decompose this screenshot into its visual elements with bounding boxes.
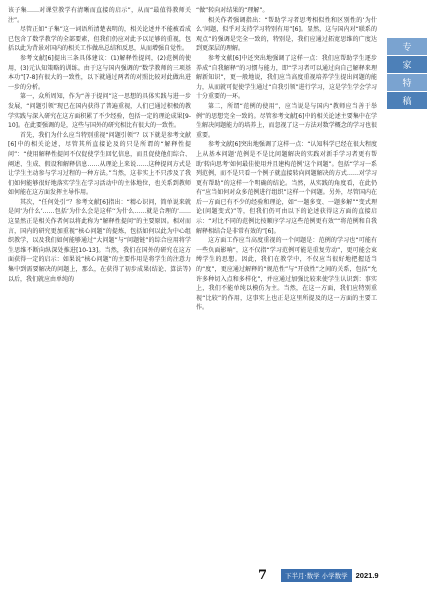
paragraph: 相关作者强调指出：“帮助学习者思考相似性和区别性的‘为什么’问题，似乎对支持学习特别有用”[6]。显然，这与国内对“联系的观点”的强调是完全一致的，特别是，我们应通过拓宽思维的广度达到更深层的理解。 [196,16,377,53]
issue-date: 2021.9 [355,570,379,580]
paragraph: 该子集……对课堂教学有清晰而直接的启示”，从而“最值得教师关注”。 [8,7,191,24]
section-tab: 稿 [387,92,427,109]
journal-brand: 下半月·数学 小学数学 [281,569,352,582]
paragraph: 参考文献[6]突出地强调了这样一点：“认知科学已经在很大程度上从基本问题‘范例是不是比问题解决的实践对新手学习者更有帮助’转向思考‘如何最佳使用并且建构范例’这个问题”。包括“学习一系列范例，而不是只看一个例子就直接转向问题解决的方式……对学习更有帮助”的这样一个明确的结论。当然，从实践的角度看，在此仍有“应当如何对众多范例进行组织”这样一个问题。另外，尽管国内在后一方面已有不少的经验和理论，如“一题多变、一题多解”“变式理论(问题变式)”等，但我们仍可由以下的论述获得这方面的直接启示：“对比不同的范例比按顺序学习这些范例更有效”“将范例和自我解释相结合是非常有效的”[6]。 [196,141,377,235]
paragraph: 这方面工作应当高度重视的一个问题是：范例的学习也“可能有一些负面影响”，这不仅指“学习范例可能是重复劳动”，更可能会束缚学生的思想。因此，我们在教学中，不仅应当很好地把握适当的“度”，更应通过解释的“规范性”与“开放性”之间的关系，包括“允许多种切入点和多样化”，并应通过加强比较来使学生认识到：事实上，我们不能单纯以模仿为主。当然，在这一方面，我们应特别重视“比较”的作用，这事实上也正是这里所提及的这一方面的主要工作。 [196,237,377,312]
paragraph: 参考文献[6]中还突出地强调了这样一点：我们应帮助学生逐步养成“自我解释”的习惯与能力，即“学习者可以通过向自己解释来理解新知识”，更一般地说，我们应当高度重视培养学生提出问题的能力，从而就可促使学生通过“自我引领”进行学习，这是学生学会学习十分重要的一环。 [196,54,377,101]
paragraph: 第一，众所周知，作为“善于提问”这一思想的具体实践与进一步发展，“问题引领”现已在国内获得了普遍重视，人们已通过积极的教学实践与深入研究在这方面积累了不少经验，包括一定的理论成果[9-10]。在此要强调的是，这些与国外的研究相比有很大的一致性。 [8,93,191,130]
section-tab: 特 [387,74,427,91]
paragraph: 尽管正如“子集”这一词语所清楚表明的，相关论述并不能被看成已包含了数学教学的全部要素，但我们仍应对此予以足够的重视，包括以此为背景对国内的相关工作做出总结和反思，从而增强自觉性。 [8,26,191,53]
paragraph: 第二，所谓“范例的使用”，应当说是与国内“教师应当善于举例”的思想完全一致的。尽管参考文献[6]中的相关论述主要集中在学生解决问题能力的培养上，而忽视了这一方法对数学概念的学习也很重要。 [196,102,377,139]
paragraph: 参考文献[6]提出三条具体建议：(1)解释性提问，(2)范例的使用，(3)元认知策略的训练。由于这与国内强调的“数学教师的三项基本功”[7-8]有很大的一致性，以下就通过两者的对照比较对此做出进一步的分析。 [8,54,191,91]
page-number: 7 [258,568,268,583]
section-tabs [387,38,427,110]
section-tab: 专 [387,38,427,55]
right-column [196,6,377,313]
left-column [8,6,191,284]
section-tab: 家 [387,56,427,73]
paragraph: “做”转向对结果的“理解”。 [196,7,269,14]
paragraph: 其次，“任何处引”？参考文献[6]指出：“精心识问，简单说来就是问‘为什么’……包括‘为什么会是这样’‘为什么……就是合理的’……这显然正是相关作者何以将此称为“解释性提问”的主要原因。相对而言，国内的研究更加重视“核心问题”的提炼，包括如何以此为中心组织教学，以及我们如何能够通过“大问题”与“问题链”的综合应用将学生思维不断向纵深处推进[10-13]。当然，我们在国外的研究在这方面获得一定的启示：如果说“核心问题”的主要作用是将学生的注意力集中到需要解决的问题上，那么，在获得了初步成果(结论、算法等)以后，我们就应由单纯的 [8,198,191,283]
journal-footer [281,568,379,582]
paragraph: 首先，我们为什么应当特别重视“问题引领”？以下就是参考文献[6]中的相关论述，尽管其所直接论及的只是所谓的“解释性提问”：“使用解释性提问不仅促使学生回忆信息，而且促使他们综合、阐述、生成、假设和解释信息……从理论上来说……这种提问方式是让学生主动参与学习过程的一种方法。”当然，这非实上不只涉及了我们如何能够很好地落实学生在学习活动中的主体地位，也关系到教师如何能在这方面发挥主导作用。 [8,131,191,197]
